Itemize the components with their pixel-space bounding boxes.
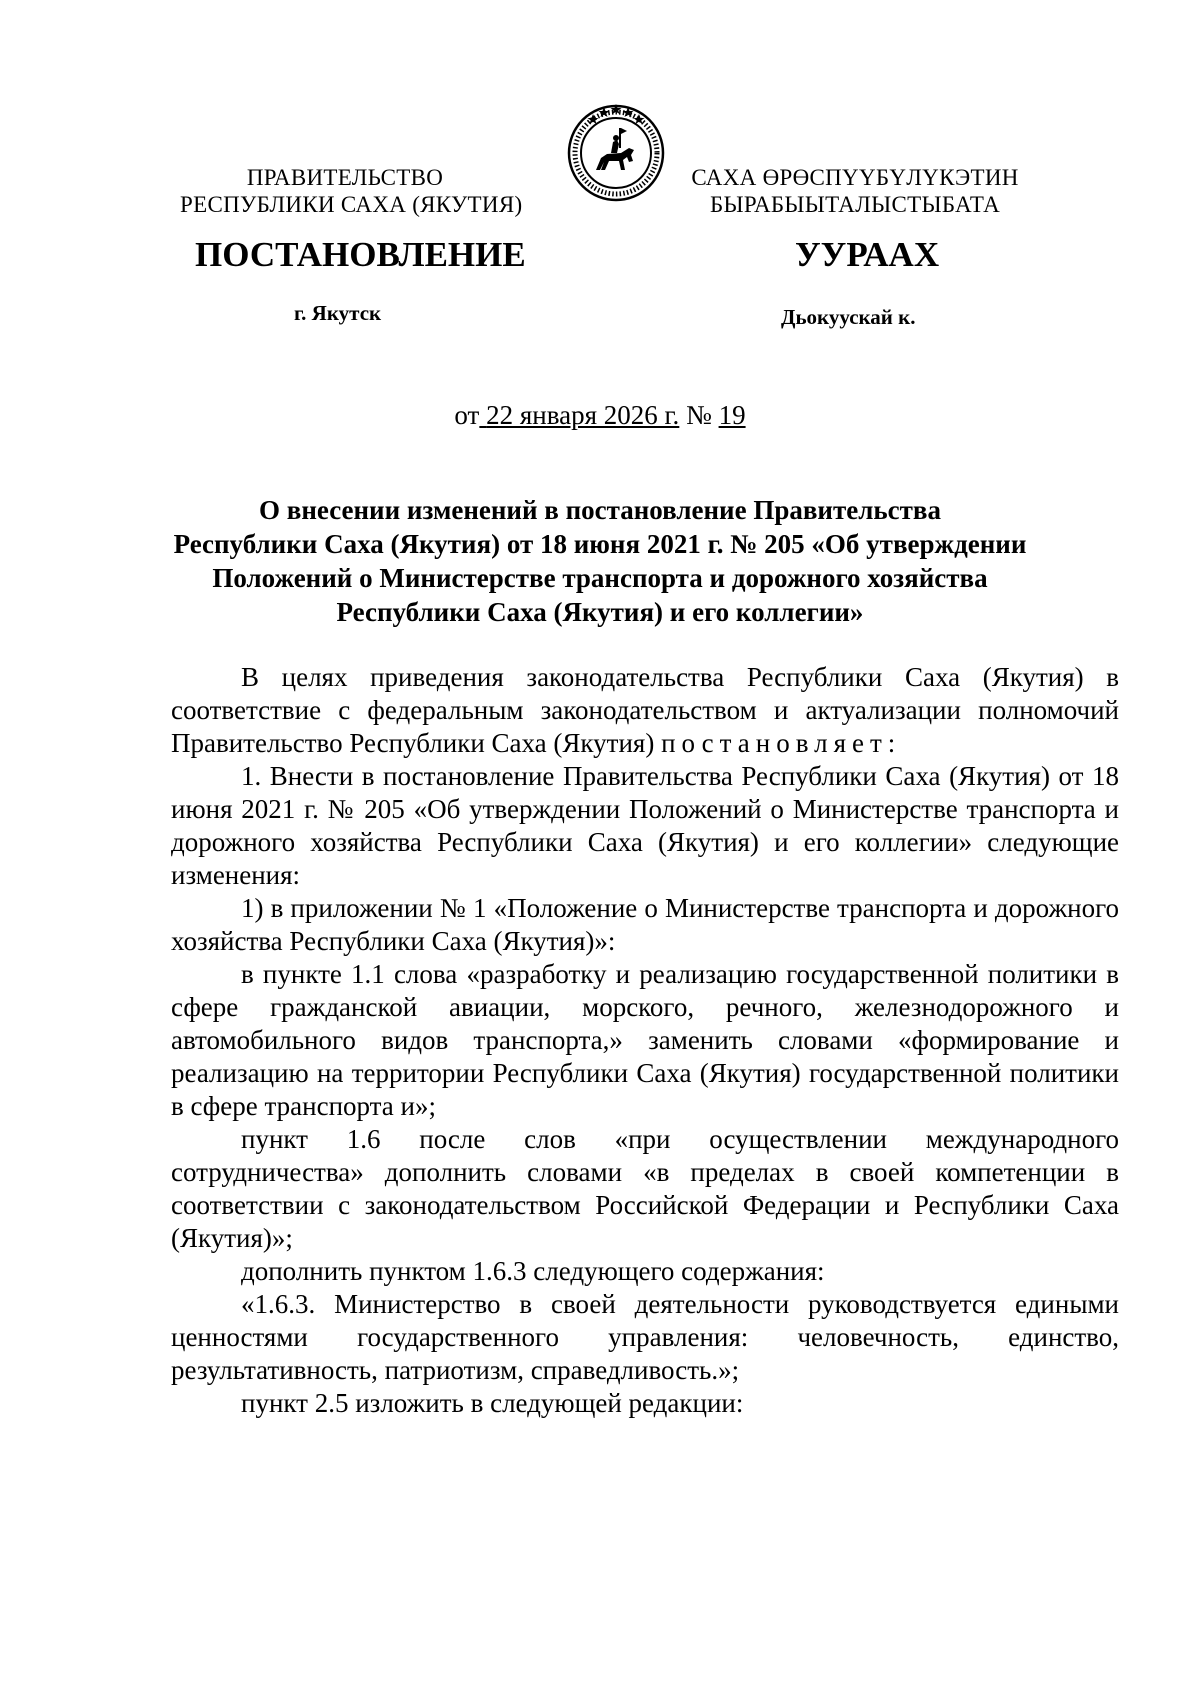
city-sah: Дьокуускай к. — [781, 305, 916, 329]
header-left-line1: ПРАВИТЕЛЬСТВО — [246, 165, 444, 190]
paragraph: 1) в приложении № 1 «Положение о Министерстве транспорта и дорожного хозяйства Республики Саха (Якутия)»: — [171, 893, 1119, 956]
republic-emblem-icon — [563, 98, 669, 204]
number-sign: № — [686, 400, 712, 430]
title-line: О внесении изменений в постановление Правительства — [259, 495, 941, 525]
paragraph: дополнить пунктом 1.6.3 следующего содержания: — [241, 1256, 825, 1286]
paragraph: 1. Внести в постановление Правительства Республики Саха (Якутия) от 18 июня 2021 г. № 205 «Об утверждении Положений о Министерстве транспорта и дорожного хозяйства Республики Саха (Якутия) и его коллегии» следующие изменения: — [171, 761, 1119, 890]
title-line: Республики Саха (Якутия) и его коллегии» — [336, 597, 864, 627]
paragraph — [171, 661, 1119, 760]
resolves-word: постановляет: — [661, 728, 902, 758]
paragraph: в пункте 1.1 слова «разработку и реализацию государственной политики в сфере гражданской авиации, морского, речного, железнодорожного и автомобильного видов транспорта,» заменить словами «формирование и реализацию на территории Республики Саха (Якутия) государственной политики в сфере транспорта и»; — [171, 959, 1119, 1121]
paragraph: пункт 2.5 изложить в следующей редакции: — [241, 1388, 744, 1418]
header-right-line1: САХА ӨРӨСПҮҮБҮЛҮКЭТИН — [691, 165, 1019, 190]
header-right — [690, 164, 1020, 218]
doc-type-ru: ПОСТАНОВЛЕНИЕ — [195, 235, 526, 274]
paragraph: пункт 1.6 после слов «при осуществлении международного сотрудничества» дополнить словами «в пределах в своей компетенции в соответствии с законодательством Российской Федерации и Республики Саха (Якутия)»; — [171, 1124, 1119, 1253]
date-line — [0, 400, 1200, 431]
paragraph: «1.6.3. Министерство в своей деятельности руководствуется едиными ценностями государственного управления: человечность, единство, результативность, патриотизм, справедливость.»; — [171, 1289, 1119, 1385]
document-title — [130, 493, 1070, 629]
city-ru: г. Якутск — [294, 301, 382, 325]
header-left — [180, 164, 523, 218]
document-date: 22 января 2026 г. — [486, 400, 680, 430]
document-body — [171, 661, 1119, 1420]
doc-type-sah: УУРААХ — [795, 235, 940, 274]
paragraph-text: В целях приведения законодательства Республики Саха (Якутия) в соответствие с федеральным законодательством и актуализации полномочий Правительство Республики Саха (Якутия) — [171, 662, 1119, 758]
header-right-line2: БЫРАБЫЫТАЛЫСТЫБАТА — [709, 192, 1001, 217]
document-number: 19 — [718, 400, 746, 430]
title-line: Республики Саха (Якутия) от 18 июня 2021 г. № 205 «Об утверждении — [173, 529, 1027, 559]
header-left-line2: РЕСПУБЛИКИ САХА (ЯКУТИЯ) — [180, 192, 523, 217]
date-prefix: от — [454, 400, 480, 430]
title-line: Положений о Министерстве транспорта и дорожного хозяйства — [212, 563, 988, 593]
